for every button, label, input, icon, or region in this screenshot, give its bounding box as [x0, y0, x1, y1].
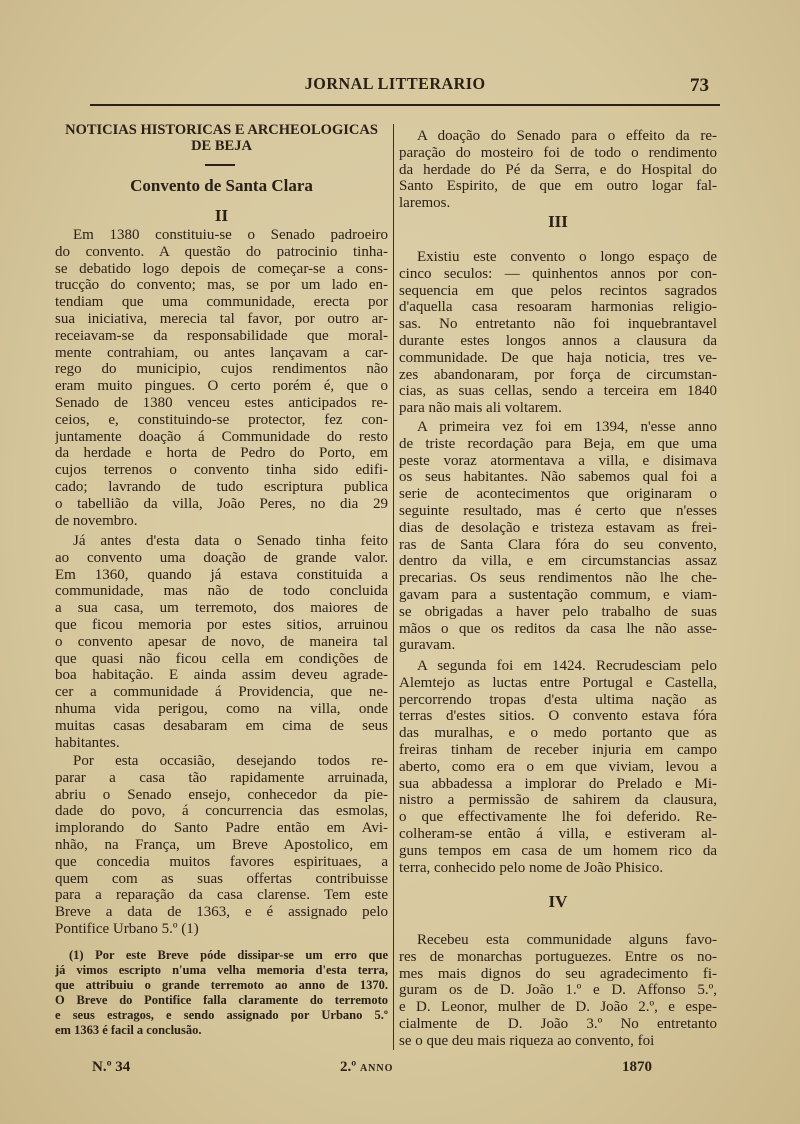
chapter-number: II — [214, 206, 229, 225]
text-line: colheram-se então á villa, e estiveram al- — [399, 825, 717, 842]
text-line: se o que deu mais riqueza ao convento, foi — [399, 1032, 655, 1049]
text-line: dade do povo, á concurrencia das esmolas, — [55, 803, 388, 820]
text-line: rego do municipio, cujos rendimentos não — [55, 361, 388, 378]
footnote — [55, 948, 388, 1038]
text-line: Senado de 1380 venceu estes anticipados re- — [55, 394, 388, 411]
text-line: durante estes longos annos a clausura da — [399, 332, 717, 349]
year-volume-number: 2.º — [340, 1059, 357, 1075]
text-line: e seus estragos, e sendo assignado por Urbano 5.º — [55, 1008, 388, 1022]
text-line: Recebeu esta communidade alguns favo- — [417, 932, 717, 948]
text-line: a sua casa, um terremoto, dos maiores de — [55, 600, 388, 617]
text-line: Breve a data de 1363, e é assignado pelo — [55, 904, 388, 921]
text-line: cer a communidade á Providencia, que ne- — [55, 684, 388, 701]
text-line: res de monarchas portuguezes. Entre os no- — [399, 948, 717, 965]
text-line: da herdade do Pé da Serra, e do Hospital do — [399, 161, 717, 178]
text-line: nhuma vida perigou, como na villa, onde — [55, 700, 388, 717]
text-line: o convento apesar de novo, de maneira tal — [55, 633, 388, 650]
text-line: gavam para a sustentação commum, e viam- — [399, 586, 717, 603]
text-line: cinco seculos: — quinhentos annos por con- — [399, 265, 717, 282]
chapter-number: III — [548, 212, 568, 231]
paragraph — [399, 932, 717, 1050]
text-line: Santo Espirito, de que em outro logar fal- — [399, 178, 717, 195]
text-line: em 1363 é facil a conclusão. — [55, 1023, 202, 1037]
text-line: juntamente doação á Communidade do resto — [55, 428, 388, 445]
text-line: mente contrahiam, ou antes lançavam a car- — [55, 344, 388, 361]
paragraph — [55, 533, 388, 751]
text-line: cujos terrenos o convento tinha sido edifi- — [55, 462, 388, 479]
text-line: habitantes. — [55, 734, 120, 751]
text-line: do convento. A questão do patrocinio tinha- — [55, 243, 388, 260]
text-line: communidade, mas não de todo concluida — [55, 583, 388, 600]
text-line: cado; lavrando de tudo escriptura publica — [55, 478, 388, 495]
text-line: seguinte resultado, mas é certo que n'esses — [399, 502, 717, 519]
paragraph — [55, 227, 388, 529]
paragraph — [55, 753, 388, 938]
text-line: sequencia em que pelos recintos sagrados — [399, 282, 717, 299]
text-line: das muralhas, e o medo portanto que as — [399, 725, 717, 742]
text-line: trucção do convento; mas, se por um lado en- — [55, 277, 388, 294]
publication-year: 1870 — [622, 1059, 652, 1075]
chapter-number: IV — [548, 892, 568, 911]
text-line: cias, as suas cellas, sendo a terceira em 1840 — [399, 383, 717, 400]
text-line: que attribuiu o grande terremoto ao anno de 1370. — [55, 978, 388, 992]
column-divider — [393, 124, 394, 1050]
header-rule — [90, 104, 720, 106]
text-line: sas. No entretanto não foi inquebrantavel — [399, 316, 717, 333]
text-line: que concedia muitos favores espirituaes, a — [55, 853, 388, 870]
text-line: communidade. De que haja noticia, tres ve- — [399, 349, 717, 366]
text-line: nhão, na França, um Breve Apostolico, em — [55, 836, 388, 853]
text-line: d'aquella casa resoaram harmonias religio- — [399, 299, 717, 316]
text-line: mes mais dignos do seu agradecimento fi- — [399, 965, 717, 982]
text-line: peste voraz atormentava a villa, e disimava — [399, 452, 717, 469]
text-line: que quasi não ficou cella em condições de — [55, 650, 388, 667]
text-line: guravam. — [399, 637, 456, 654]
section-heading — [55, 122, 388, 154]
text-line: Já antes d'esta data o Senado tinha feito — [73, 533, 388, 549]
text-line: guram os de D. João 1.º e D. Affonso 5.º, — [399, 982, 717, 999]
paragraph — [399, 249, 717, 417]
text-line: O Breve do Pontifice falla claramente do terremoto — [55, 993, 388, 1007]
text-line: terras d'estes sitios. O convento estava fóra — [399, 708, 717, 725]
text-line: sua iniciativa, merecia tal favor, por outro ar- — [55, 310, 388, 327]
text-line: já vimos escripto n'uma velha memoria d'esta terra, — [55, 963, 388, 977]
text-line: mãos o que os reditos da casa lhe não asse- — [399, 620, 717, 637]
text-line: tendiam que uma communidade, erecta por — [55, 294, 388, 311]
text-line: Alemtejo as luctas entre Portugal e Castella, — [399, 674, 717, 691]
journal-title — [0, 74, 800, 94]
text-line: muitas casas desabaram em cima de seus — [55, 717, 388, 734]
issue-number: N.º 34 — [92, 1059, 131, 1075]
text-line: dentro da villa, e em circumstancias assaz — [399, 553, 717, 570]
journal-title-text: JORNAL LITTERARIO — [304, 74, 486, 93]
text-line: (1) Por este Breve póde dissipar-se um erro que — [69, 948, 388, 962]
text-line: boa habitação. E ainda assim deveu agrade- — [55, 667, 388, 684]
text-line: da herdade e horta de Pedro do Porto, em — [55, 445, 388, 462]
text-line: se obrigadas a haver pelo trabalho de suas — [399, 603, 717, 620]
text-line: eram muito pingues. O certo porém é, que o — [55, 378, 388, 395]
text-line: de novembro. — [55, 512, 138, 529]
text-line: os seus habitantes. Não sabemos qual foi a — [399, 469, 717, 486]
text-line: terra, conhecido pelo nome de João Phisico. — [399, 859, 664, 876]
text-line: abriu o Senado ensejo, conhecedor da pie- — [55, 786, 388, 803]
text-line: implorando do Santo Padre então em Avi- — [55, 820, 388, 837]
text-line: Por esta occasião, desejando todos re- — [73, 753, 388, 769]
text-line: Pontifice Urbano 5.º (1) — [55, 920, 199, 937]
year-volume-word: ANNO — [359, 1063, 394, 1074]
heading-dash — [205, 164, 235, 166]
text-line: de triste recordação para Beja, em que uma — [399, 435, 717, 452]
text-line: parar a casa tão rapidamente arruinada, — [55, 769, 388, 786]
text-line: freiras tinham de receber injuria em campo — [399, 741, 717, 758]
text-line: receiavam-se da responsabilidade que moral- — [55, 327, 388, 344]
text-line: Em 1380 constituiu-se o Senado padroeiro — [73, 227, 388, 243]
text-line: precarias. Os seus rendimentos não lhe che- — [399, 570, 717, 587]
paragraph — [399, 419, 717, 654]
text-line: para a reparação da casa clarense. Tem este — [55, 887, 388, 904]
text-line: ao convento uma doação de grande valor. — [55, 549, 388, 566]
text-line: para não mais ali voltarem. — [399, 400, 562, 417]
text-line: o tabellião da villa, João Peres, no dia 29 — [55, 495, 388, 512]
section-heading-line: DE BEJA — [191, 138, 252, 154]
text-line: serie de acontecimentos que originaram o — [399, 486, 717, 503]
text-line: o que effectivamente lhe foi deferido. Re- — [399, 809, 717, 826]
text-line: nistro a permissão de sahirem da clausura, — [399, 792, 717, 809]
article-subtitle: Convento de Santa Clara — [130, 176, 313, 195]
text-line: ceios, e, constituindo-se protector, fez con- — [55, 411, 388, 428]
text-line: que ficou memoria por estes sitios, arruinou — [55, 616, 388, 633]
text-line: A segunda foi em 1424. Recrudesciam pelo — [417, 658, 717, 674]
text-line: ras de Santa Clara fóra do seu convento, — [399, 536, 717, 553]
text-line: guns tempos em casa de um homem rico da — [399, 842, 717, 859]
text-line: laremos. — [399, 195, 451, 212]
text-line: dias de desolação e tristeza estavam as frei- — [399, 519, 717, 536]
text-line: aberto, como era o em que viviam, levou a — [399, 758, 717, 775]
text-line: A doação do Senado para o effeito da re- — [417, 128, 717, 144]
text-line: percorrendo tropas d'esta ultima nação as — [399, 691, 717, 708]
page-number: 73 — [690, 75, 709, 96]
text-line: sua abbadessa a implorar do Prelado e Mi- — [399, 775, 717, 792]
text-line: Existiu este convento o longo espaço de — [417, 249, 717, 265]
paragraph — [399, 128, 717, 212]
text-line: se debatido logo depois de começar-se a cons- — [55, 260, 388, 277]
text-line: Em 1360, quando já estava constituida a — [55, 566, 388, 583]
text-line: A primeira vez foi em 1394, n'esse anno — [417, 419, 717, 435]
text-line: quem com as suas offertas contribuisse — [55, 870, 388, 887]
paragraph — [399, 658, 717, 876]
text-line: zes abandonaram, por força de circumstan- — [399, 366, 717, 383]
text-line: e D. Leonor, mulher de D. João 2.º, e espe- — [399, 999, 717, 1016]
text-line: paração do mosteiro foi de todo o rendimento — [399, 144, 717, 161]
section-heading-line: NOTICIAS HISTORICAS E ARCHEOLOGICAS — [65, 122, 378, 138]
year-volume — [340, 1058, 393, 1078]
text-line: cialmente de D. João 3.º No entretanto — [399, 1015, 717, 1032]
